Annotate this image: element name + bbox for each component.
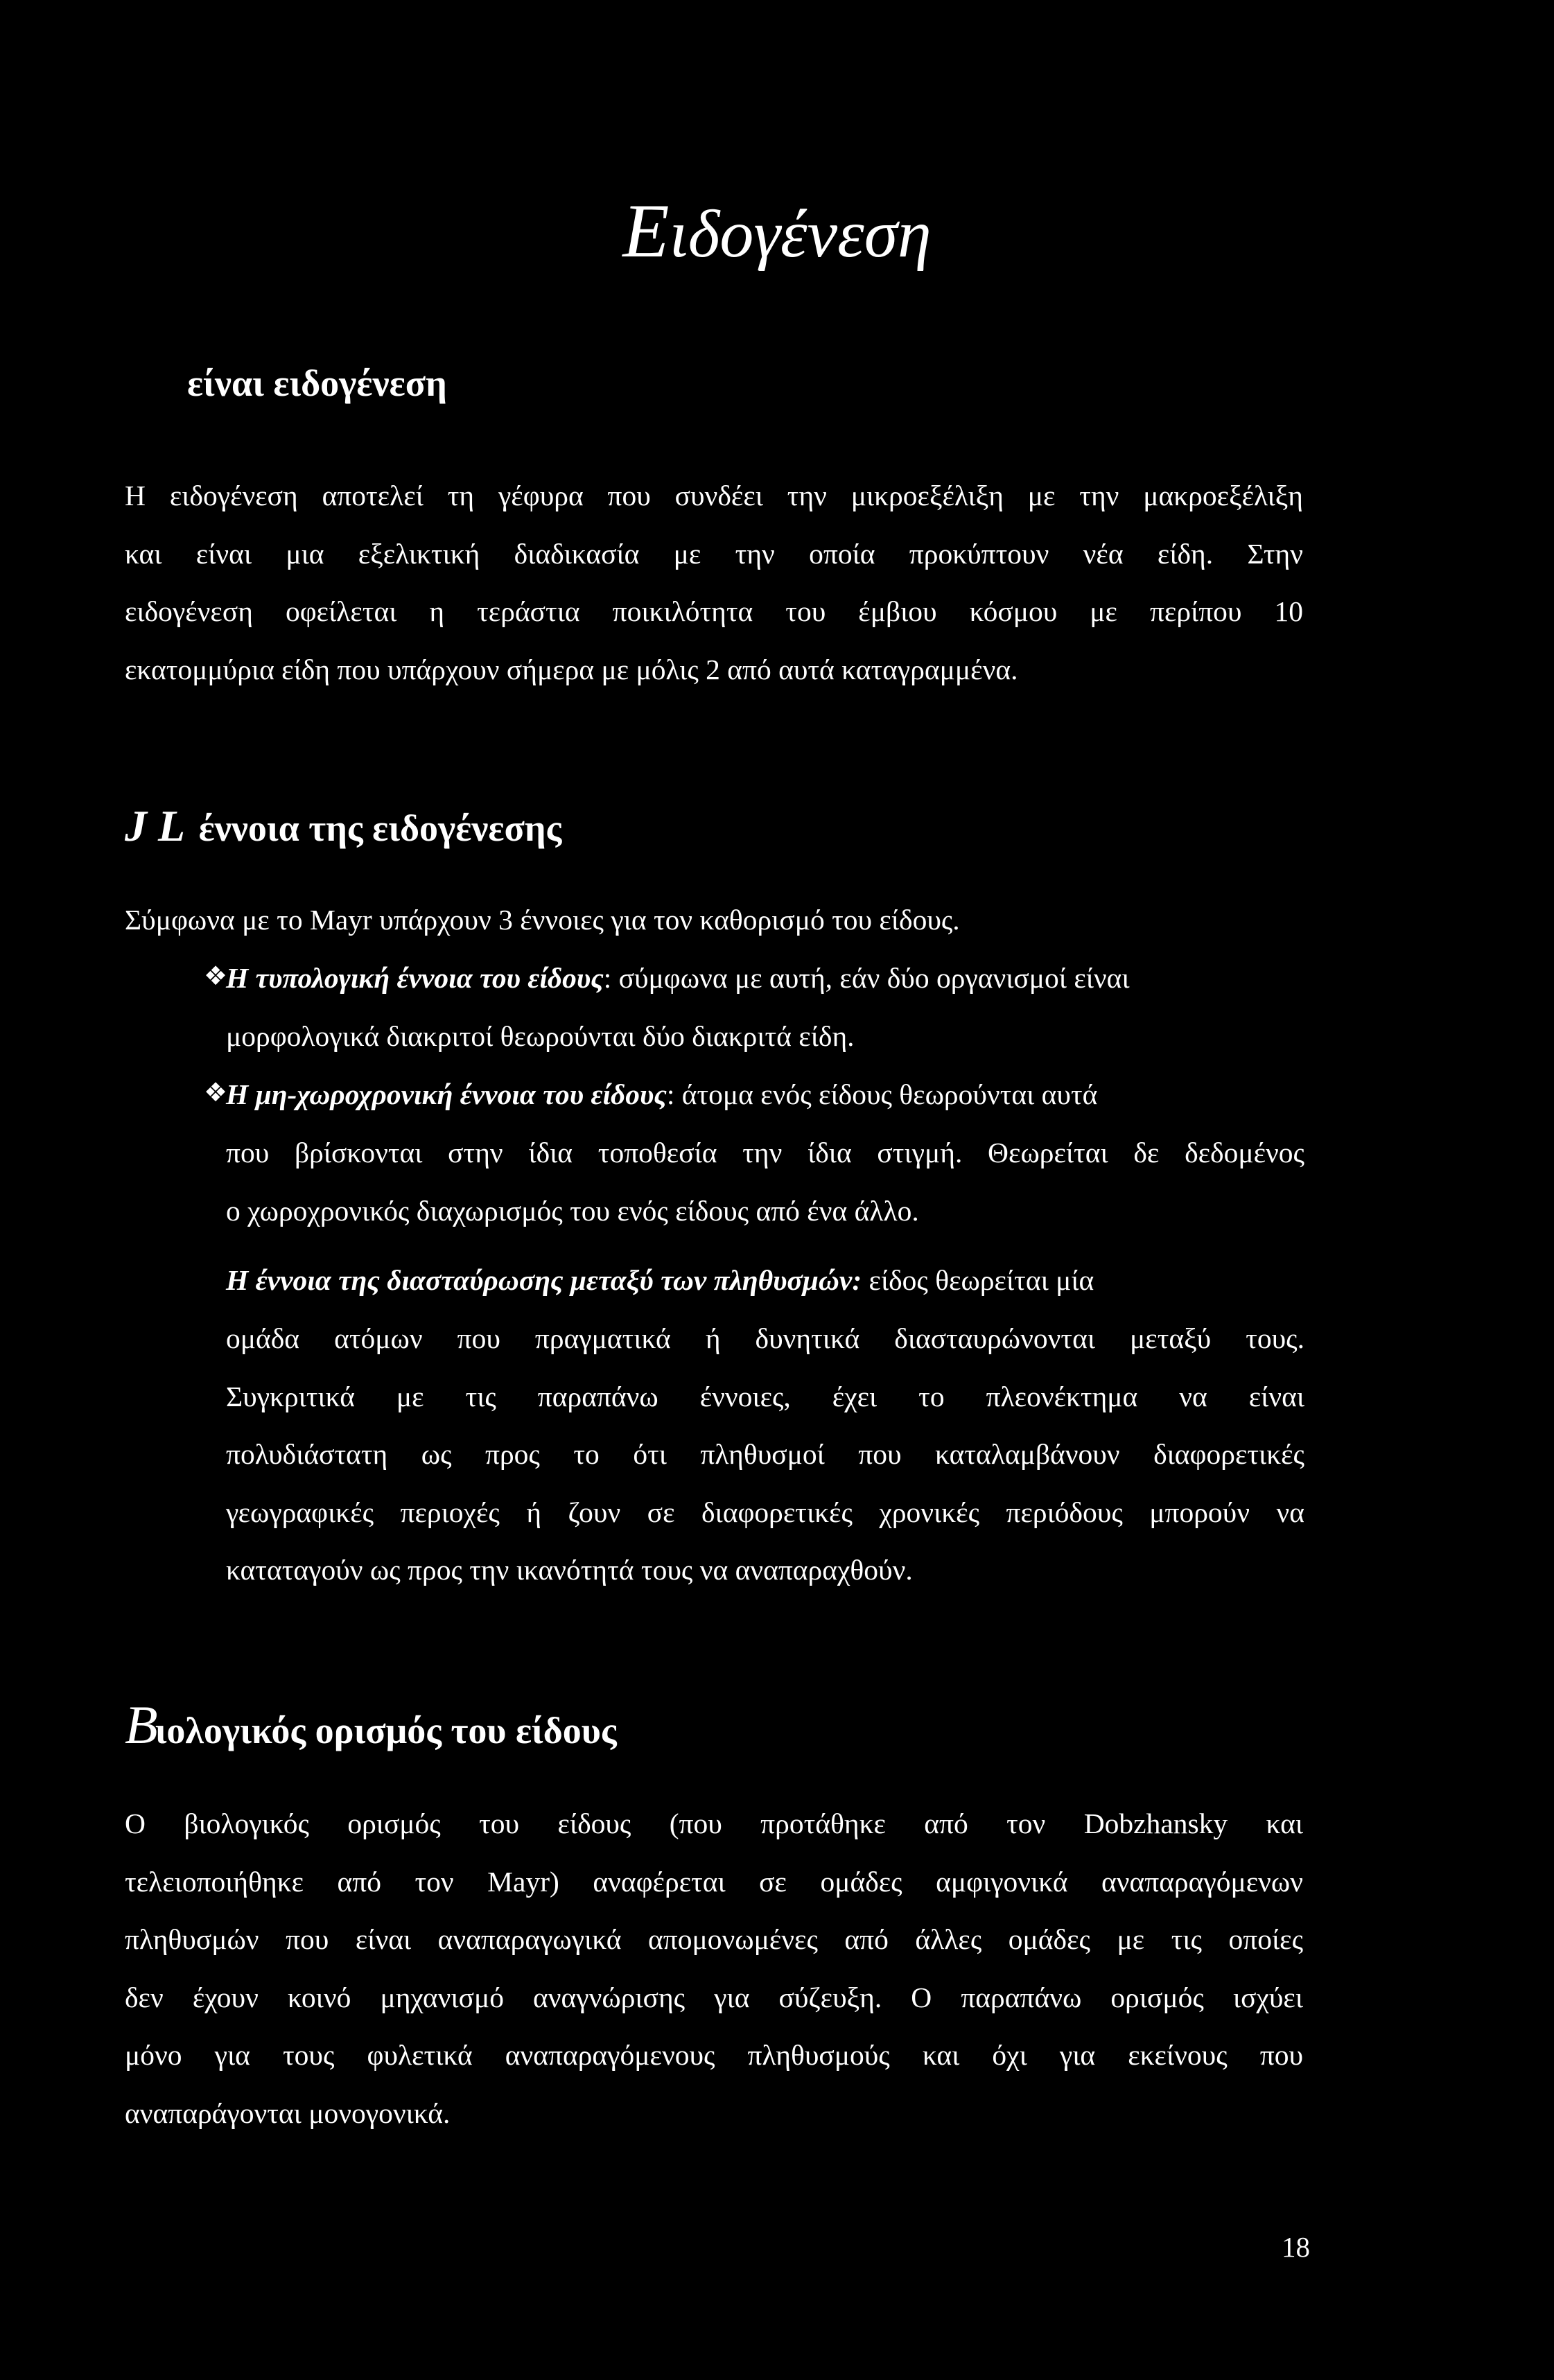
section1-line: ειδογένεση οφείλεται η τεράστια ποικιλότητα του έμβιου κόσμου με περίπου 10 bbox=[125, 595, 1303, 627]
bullet2-text: : άτομα ενός είδους θεωρούνται αυτά bbox=[666, 1078, 1098, 1110]
bullet3-text: είδος θεωρείται μία bbox=[862, 1264, 1094, 1296]
bullet1-term: Η τυπολογική έννοια του είδους bbox=[226, 962, 604, 994]
section2-intro: Σύμφωνα με το Mayr υπάρχουν 3 έννοιες για τον καθορισμό του είδους. bbox=[125, 904, 960, 936]
section2-heading-mark: J L bbox=[125, 801, 186, 850]
section1-paragraph bbox=[125, 467, 1303, 699]
section3-line: μόνο για τους φυλετικά αναπαραγόμενους πληθυσμούς και όχι για εκείνους που bbox=[125, 2039, 1303, 2071]
section1-heading: είναι ειδογένεση bbox=[187, 362, 447, 404]
section3-line: αναπαράγονται μονογονικά. bbox=[125, 2097, 451, 2129]
bullet2-continuation bbox=[226, 1124, 1304, 1240]
section2-heading bbox=[125, 800, 561, 852]
bullet3-line: Συγκριτικά με τις παραπάνω έννοιες, έχει το πλεονέκτημα να είναι bbox=[226, 1380, 1304, 1412]
bullet2-line: που βρίσκονται στην ίδια τοποθεσία την ίδια στιγμή. Θεωρείται δε δεδομένος bbox=[226, 1137, 1304, 1169]
section3-line: δεν έχουν κοινό μηχανισμό αναγνώρισης για σύζευξη. Ο παραπάνω ορισμός ισχύει bbox=[125, 1981, 1303, 2013]
bullet2-line: ο χωροχρονικός διαχωρισμός του ενός είδους από ένα άλλο. bbox=[226, 1194, 919, 1227]
bullet3-term: Η έννοια της διασταύρωσης μεταξύ των πληθυσμών: bbox=[226, 1264, 862, 1296]
bullet3-line: πολυδιάστατη ως προς το ότι πληθυσμοί που καταλαμβάνουν διαφορετικές bbox=[226, 1438, 1304, 1470]
bullet-diamond-icon: ❖ bbox=[204, 961, 228, 991]
section3-heading-initial: Β bbox=[125, 1695, 155, 1755]
bullet1-line1 bbox=[226, 950, 1130, 1008]
bullet1-text: : σύμφωνα με αυτή, εάν δύο οργανισμοί είναι bbox=[603, 962, 1130, 994]
bullet3-line1 bbox=[226, 1252, 1094, 1310]
section3-heading-text: ιολογικός ορισμός του είδους bbox=[155, 1710, 617, 1751]
section1-line: εκατομμύρια είδη που υπάρχουν σήμερα με μόλις 2 από αυτά καταγραμμένα. bbox=[125, 653, 1018, 685]
section3-line: πληθυσμών που είναι αναπαραγωγικά απομονωμένες από άλλες ομάδες με τις οποίες bbox=[125, 1923, 1303, 1955]
bullet3-line: καταταγούν ως προς την ικανότητά τους να αναπαραχθούν. bbox=[226, 1554, 913, 1586]
section1-line: Η ειδογένεση αποτελεί τη γέφυρα που συνδέει την μικροεξέλιξη με την μακροεξέλιξη bbox=[125, 480, 1303, 511]
bullet2-line1 bbox=[226, 1066, 1097, 1124]
title-rest: ιδογένεση bbox=[669, 197, 932, 272]
title-initial: Ε bbox=[622, 189, 670, 273]
page-number: 18 bbox=[1282, 2231, 1310, 2263]
section2-heading-text: έννοια της ειδογένεσης bbox=[198, 807, 562, 849]
page-title bbox=[0, 187, 1554, 275]
section3-paragraph bbox=[125, 1795, 1303, 2142]
section1-line: και είναι μια εξελικτική διαδικασία με την οποία προκύπτουν νέα είδη. Στην bbox=[125, 537, 1303, 570]
section3-heading bbox=[125, 1694, 617, 1756]
bullet2-term: Η μη-χωροχρονική έννοια του είδους bbox=[226, 1078, 667, 1110]
bullet3-continuation bbox=[226, 1310, 1304, 1600]
bullet3-line: γεωγραφικές περιοχές ή ζουν σε διαφορετικές χρονικές περιόδους μπορούν να bbox=[226, 1496, 1304, 1528]
bullet3-line: ομάδα ατόμων που πραγματικά ή δυνητικά διασταυρώνονται μεταξύ τους. bbox=[226, 1322, 1304, 1354]
bullet1-line2: μορφολογικά διακριτοί θεωρούνται δύο διακριτά είδη. bbox=[226, 1020, 855, 1052]
section3-line: Ο βιολογικός ορισμός του είδους (που προτάθηκε από τον Dobzhansky και bbox=[125, 1808, 1303, 1839]
section3-line: τελειοποιήθηκε από τον Mayr) αναφέρεται σε ομάδες αμφιγονικά αναπαραγόμενων bbox=[125, 1865, 1303, 1898]
bullet-diamond-icon: ❖ bbox=[204, 1077, 228, 1108]
